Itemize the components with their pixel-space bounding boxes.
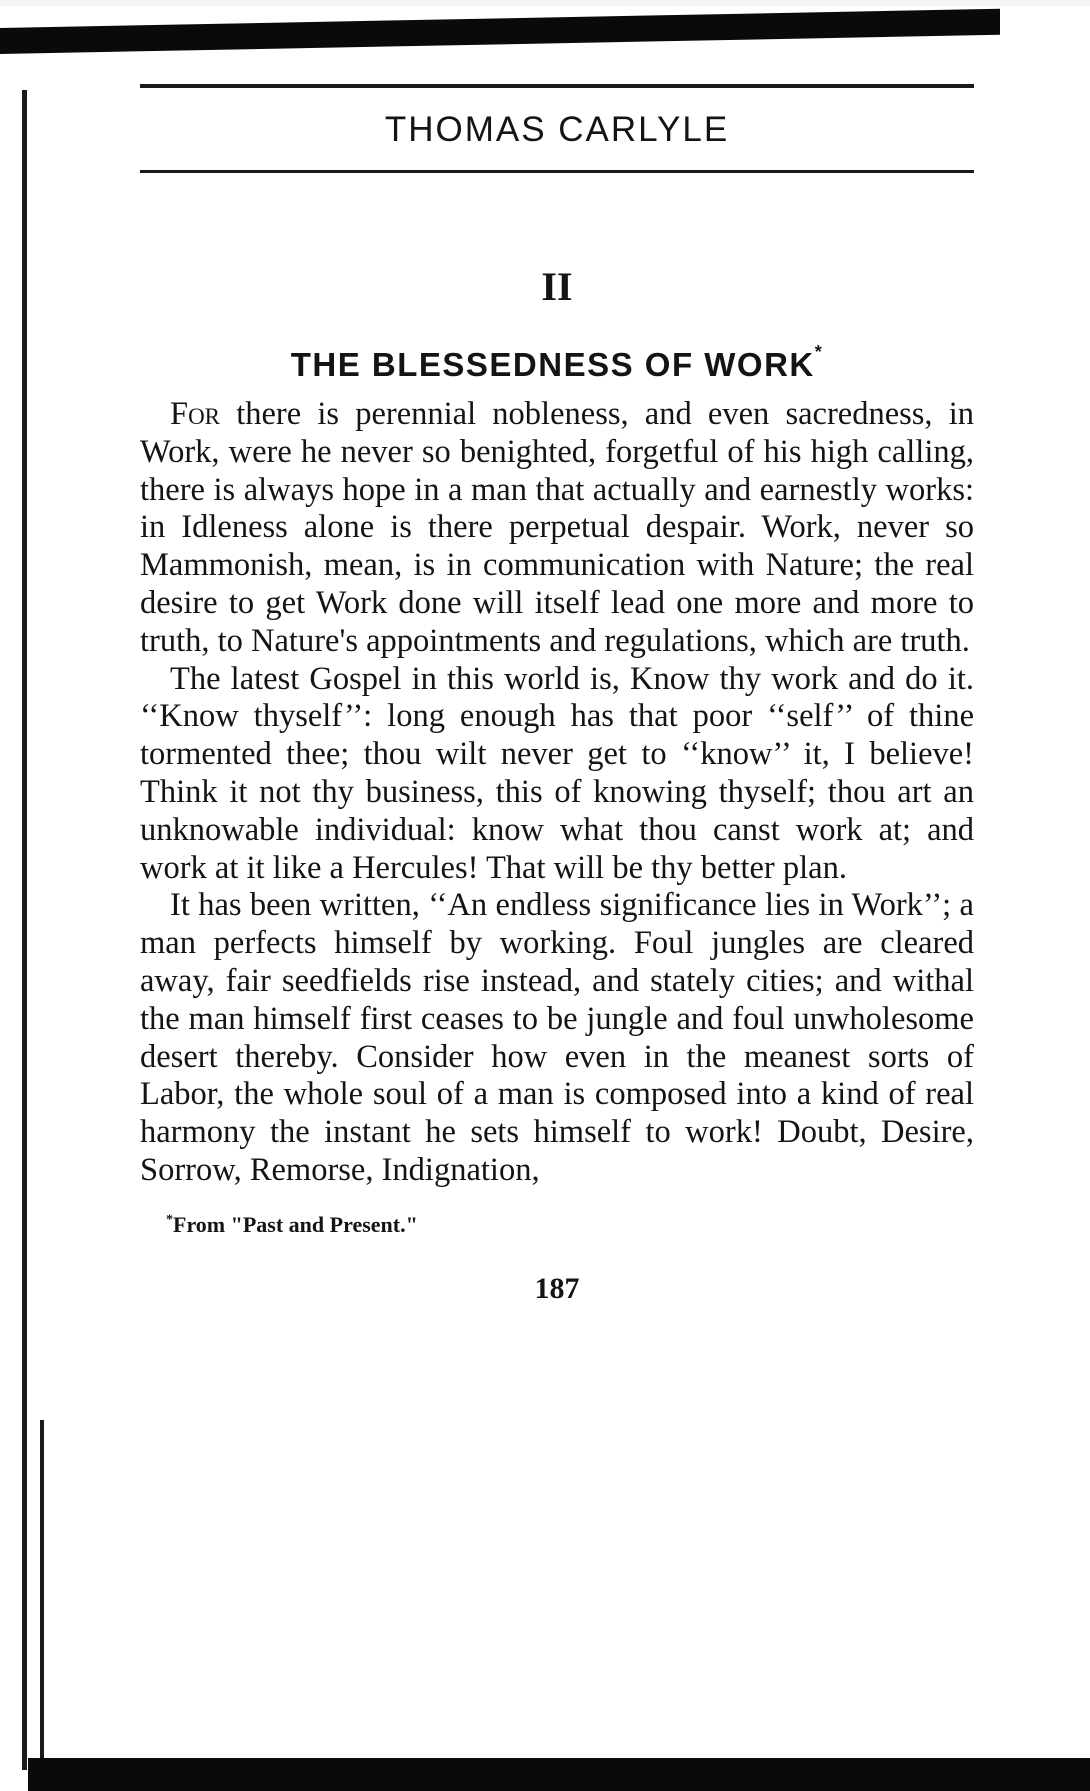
- footnote-reference: *: [814, 342, 824, 362]
- chapter-title-text: THE BLESSEDNESS OF WORK: [290, 346, 815, 383]
- running-head: THOMAS CARLYLE: [384, 110, 730, 149]
- page-number: 187: [534, 1271, 580, 1305]
- paragraph-text: It has been written, ‘‘An endless significance lies in Work’’; a man perfects himself by working. Foul jungles are cleared away, fair seedfields rise instead, and stately cities; and withal the man himself first ceases to be jungle and foul unwholesome desert thereby. Consider how even in the meanest sorts of Labor, the whole soul of a man is composed into a kind of real harmony the instant he sets himself to work! Doubt, Desire, Sorrow, Remorse, Indignation,: [140, 887, 974, 1188]
- header-rule-bottom: [140, 170, 974, 173]
- scan-edge-top: [0, 0, 1090, 6]
- scan-bar-bottom: [28, 1758, 1090, 1791]
- paragraph-lead-word: For: [170, 396, 221, 432]
- chapter-title: [140, 342, 974, 384]
- scan-bar-top: [0, 9, 1000, 54]
- paragraph: [140, 887, 974, 1189]
- footnote-marker: *: [166, 1212, 173, 1228]
- paragraph: [140, 661, 974, 888]
- body-text: [140, 396, 974, 1190]
- paragraph-text: The latest Gospel in this world is, Know thy work and do it. ‘‘Know thyself’’: long enough has that poor ‘‘self’’ of thine tormented thee; thou wilt never get to ‘‘know’’ it, I believe! Think it not thy business, this of knowing thyself; thou art an unknowable individual: know what thou canst work at; and work at it like a Hercules! That will be thy better plan.: [140, 660, 974, 886]
- footnote: [166, 1212, 974, 1238]
- chapter-number: II: [541, 264, 573, 309]
- scan-edge-left: [22, 90, 27, 1770]
- scan-edge-left-inner: [40, 1420, 44, 1760]
- paragraph-text: there is perennial nobleness, and even sacredness, in Work, were he never so benighted, forgetful of his high calling, there is always hope in a man that actually and earnestly works: in Idleness alone is there perpetual despair. Work, never so Mammonish, mean, is in communication with Nature; the real desire to get Work done will itself lead one more and more to truth, to Nature's appointments and regulations, which are truth.: [140, 396, 974, 659]
- paragraph: [140, 396, 974, 661]
- book-page: [140, 84, 974, 1306]
- footnote-text: From "Past and Present.": [173, 1211, 418, 1237]
